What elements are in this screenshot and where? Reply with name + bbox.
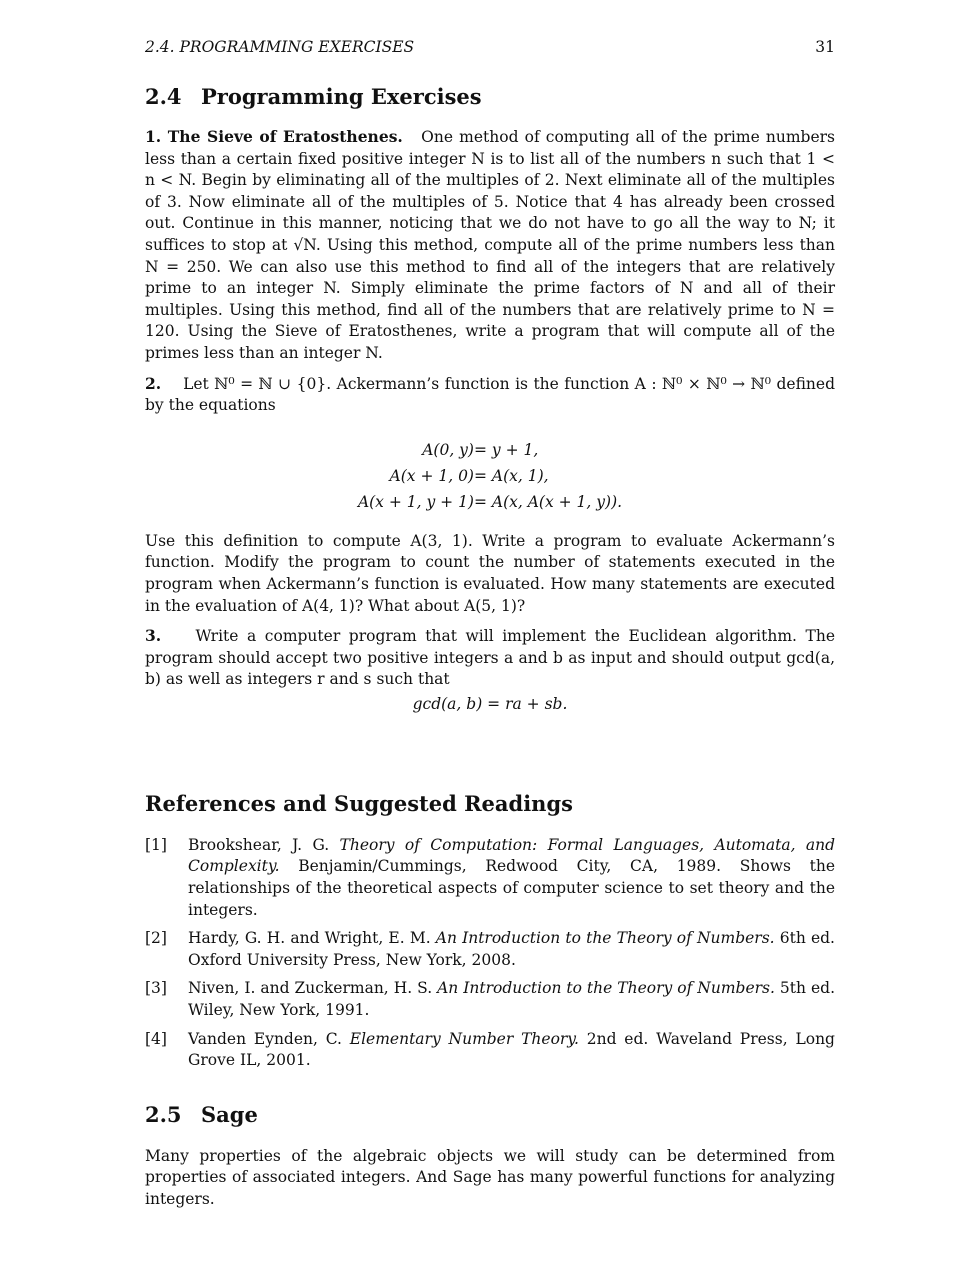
reference-text: Hardy, G. H. and Wright, E. M. An Introduction to the Theory of Numbers. 6th ed. Oxford University Press, New York, 2008. bbox=[188, 929, 835, 969]
reference-item bbox=[145, 835, 835, 921]
equation-row bbox=[358, 489, 622, 515]
equation-row bbox=[358, 437, 622, 463]
reference-item bbox=[145, 928, 835, 971]
ackermann-equations bbox=[145, 437, 835, 515]
reference-item bbox=[145, 978, 835, 1021]
equation-lhs: A(0, y) bbox=[422, 440, 474, 459]
gcd-equation: gcd(a, b) = ra + sb. bbox=[412, 694, 568, 713]
exercise-2-after: Use this definition to compute A(3, 1). Write a program to evaluate Ackermann’s function. Modify the program to count the number of statements executed in the program when Ackermann’s function is evaluated. How many statements are executed in the evaluation of A(4, 1)? What about A(5, 1)? bbox=[145, 531, 835, 615]
reference-number: [1] bbox=[145, 835, 167, 854]
section-title: Programming Exercises bbox=[201, 84, 482, 109]
running-head bbox=[145, 38, 835, 60]
page bbox=[145, 38, 835, 1211]
sage-paragraph: Many properties of the algebraic objects we will study can be determined from properties of associated integers. And Sage has many powerful functions for analyzing integers. bbox=[145, 1146, 835, 1208]
page-number: 31 bbox=[815, 38, 835, 56]
equation-lhs: A(x + 1, 0) bbox=[389, 466, 474, 485]
equation-rhs: = A(x, A(x + 1, y)). bbox=[473, 492, 623, 511]
reference-number: [3] bbox=[145, 979, 167, 998]
equation-lhs: A(x + 1, y + 1) bbox=[357, 492, 474, 511]
exercise-2 bbox=[145, 373, 835, 417]
exercise-3-text: Write a computer program that will implement the Euclidean algorithm. The program should accept two positive integers a and b as input and should output gcd(a, b) as well as integers r and s such that bbox=[145, 627, 835, 689]
reference-item bbox=[145, 1029, 835, 1072]
reference-text: Vanden Eynden, C. Elementary Number Theory. 2nd ed. Waveland Press, Long Grove IL, 2001. bbox=[188, 1029, 835, 1070]
exercise-2-text: Let ℕ⁰ = ℕ ∪ {0}. Ackermann’s function is the function A : ℕ⁰ × ℕ⁰ → ℕ⁰ defined by the equations bbox=[145, 374, 835, 415]
equation-rhs: = y + 1, bbox=[473, 440, 539, 459]
references-heading: References and Suggested Readings bbox=[145, 790, 573, 816]
running-head-title: 2.4. PROGRAMMING EXERCISES bbox=[145, 38, 415, 56]
exercise-1 bbox=[145, 126, 835, 365]
reference-text: Niven, I. and Zuckerman, H. S. An Introduction to the Theory of Numbers. 5th ed. Wiley, New York, 1991. bbox=[188, 979, 836, 1020]
exercise-2-label: 2. bbox=[145, 373, 162, 393]
exercise-3 bbox=[145, 625, 835, 691]
section-heading-2-5 bbox=[145, 1102, 835, 1132]
exercise-1-text: One method of computing all of the prime numbers less than a certain fixed positive integer N is to list all of the numbers n such that 1 < n < N. Begin by eliminating all of the multiples of 2. Next eliminate all of the multiples of 3. Now eliminate all of the multiples of 5. Notice that 4 has already been crossed out. Continue in this manner, noticing that we do not have to go all the way to N; it suffices to stop at √N. Using this method, compute all of the prime numbers less than N = 250. We can also use this method to find all of the integers that are relatively prime to an integer N. Simply eliminate the prime factors of N and all of their multiples. Using this method, find all of the numbers that are relatively prime to N = 120. Using the Sieve of Eratosthenes, write a program that will compute all of the primes less than an integer N. bbox=[145, 128, 835, 362]
reference-number: [4] bbox=[145, 1029, 167, 1048]
exercise-3-label: 3. bbox=[145, 626, 162, 646]
section-heading-2-4 bbox=[145, 84, 835, 114]
reference-text: Brookshear, J. G. Theory of Computation: Formal Languages, Automata, and Complexity. Benjamin/Cummings, Redwood City, CA, 1989. Shows the relationships of the theoretical aspects of computer science to set theory and the integers. bbox=[188, 835, 835, 919]
section-number: 2.4 bbox=[145, 84, 182, 109]
exercise-1-label: 1. The Sieve of Eratosthenes. bbox=[145, 127, 403, 146]
references-list bbox=[145, 835, 835, 1072]
section-title: Sage bbox=[201, 1101, 258, 1127]
equation-row bbox=[358, 463, 622, 489]
reference-number: [2] bbox=[145, 929, 167, 948]
section-number: 2.5 bbox=[145, 1101, 182, 1127]
equation-rhs: = A(x, 1), bbox=[473, 466, 549, 485]
